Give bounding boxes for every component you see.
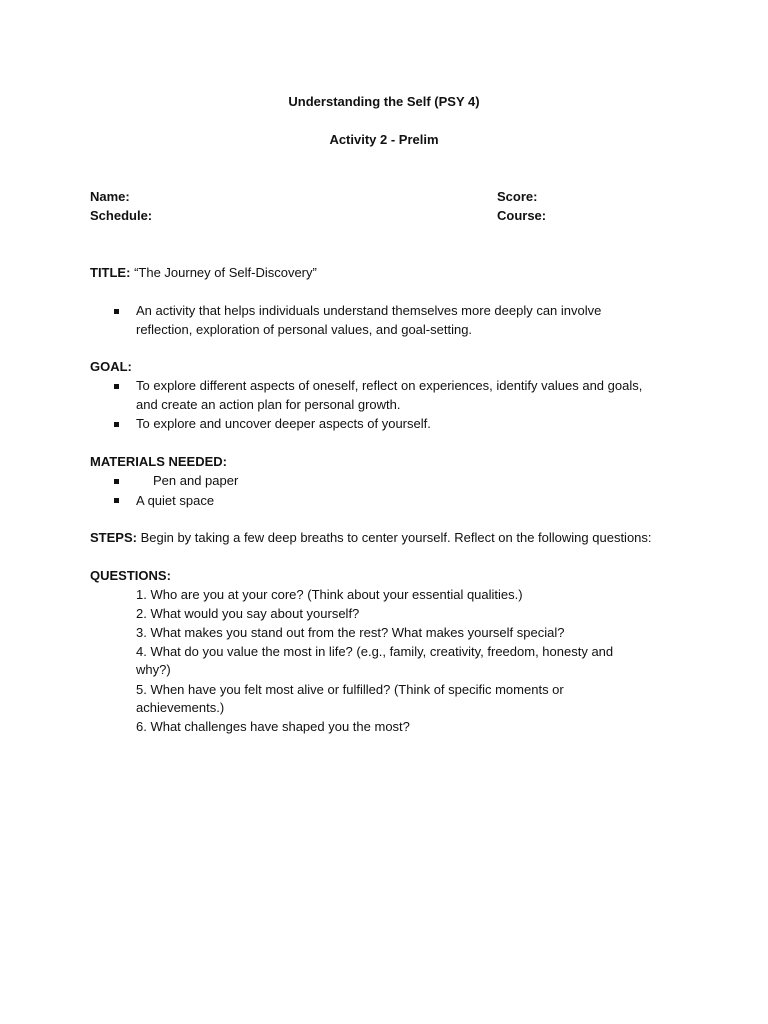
- title-value: “The Journey of Self-Discovery”: [134, 265, 317, 280]
- course-label: Course:: [497, 208, 547, 223]
- bullet-icon: [114, 479, 119, 484]
- question-line: 4. What do you value the most in life? (e.g., family, creativity, freedom, honesty and: [136, 644, 614, 659]
- schedule-label: Schedule:: [90, 208, 153, 223]
- materials-item: Pen and paper: [153, 473, 239, 488]
- score-label: Score:: [497, 189, 538, 204]
- question-line: 3. What makes you stand out from the rest? What makes yourself special?: [136, 625, 565, 640]
- name-label: Name:: [90, 189, 130, 204]
- goal-item-1-line-2: and create an action plan for personal growth.: [136, 397, 401, 412]
- question-line: 5. When have you felt most alive or fulfilled? (Think of specific moments or: [136, 682, 564, 697]
- question-line: achievements.): [136, 700, 225, 715]
- materials-item: A quiet space: [136, 493, 215, 508]
- materials-heading: MATERIALS NEEDED:: [90, 454, 227, 469]
- question-line: 1. Who are you at your core? (Think about your essential qualities.): [136, 587, 523, 602]
- question-line: 2. What would you say about yourself?: [136, 606, 360, 621]
- steps-label: STEPS:: [90, 530, 137, 545]
- title-row: [90, 265, 317, 281]
- question-line: 6. What challenges have shaped you the most?: [136, 719, 410, 734]
- document-subtitle: Activity 2 - Prelim: [329, 132, 439, 147]
- questions-heading: QUESTIONS:: [90, 568, 171, 583]
- steps-row: [90, 530, 652, 546]
- goal-item-1-line-1: To explore different aspects of oneself, reflect on experiences, identify values and goals,: [136, 378, 643, 393]
- bullet-icon: [114, 422, 119, 427]
- bullet-icon: [114, 498, 119, 503]
- title-description-line-2: reflection, exploration of personal values, and goal-setting.: [136, 322, 473, 337]
- title-description-line-1: An activity that helps individuals understand themselves more deeply can involve: [136, 303, 602, 318]
- bullet-icon: [114, 309, 119, 314]
- title-label: TITLE:: [90, 265, 131, 280]
- goal-heading: GOAL:: [90, 359, 132, 374]
- steps-text: Begin by taking a few deep breaths to center yourself. Reflect on the following questions:: [140, 530, 652, 545]
- question-line: why?): [136, 662, 171, 677]
- bullet-icon: [114, 384, 119, 389]
- document-title: Understanding the Self (PSY 4): [288, 94, 480, 109]
- goal-item-2: To explore and uncover deeper aspects of yourself.: [136, 416, 431, 431]
